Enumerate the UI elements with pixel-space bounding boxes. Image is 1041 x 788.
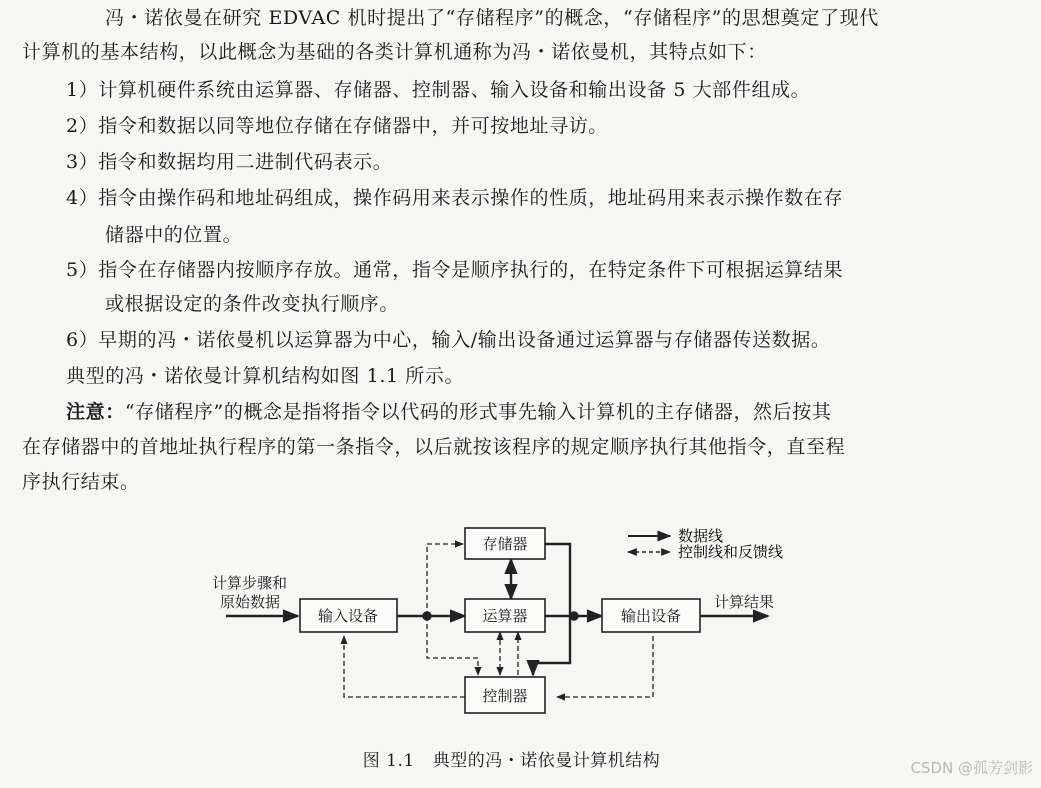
- input-side-label-1: 计算步骤和: [212, 574, 288, 592]
- feature-item-4-line-1: 4）指令由操作码和地址码组成，操作码用来表示操作的性质，地址码用来表示操作数在存: [66, 187, 844, 209]
- figure-title: 典型的冯・诺依曼计算机结构: [432, 751, 661, 771]
- feature-item-2: 2）指令和数据以同等地位存储在存储器中，并可按地址寻访。: [66, 115, 608, 137]
- input-device-label: 输入设备: [317, 607, 379, 625]
- feature-item-6: 6）早期的冯・诺依曼机以运算器为中心，输入/输出设备通过运算器与存储器传送数据。: [66, 329, 831, 351]
- feature-item-5-line-1: 5）指令在存储器内按顺序存放。通常，指令是顺序执行的，在特定条件下可根据运算结果: [66, 259, 844, 281]
- input-side-label-2: 原始数据: [220, 593, 281, 611]
- typical-structure-text: 典型的冯・诺依曼计算机结构如图 1.1 所示。: [66, 365, 465, 387]
- output-device-label: 输出设备: [620, 607, 682, 625]
- controller-label: 控制器: [482, 687, 528, 705]
- feature-item-1: 1）计算机硬件系统由运算器、存储器、控制器、输入设备和输出设备 5 大部件组成。: [66, 79, 811, 101]
- feature-item-4-line-2: 储器中的位置。: [105, 224, 243, 246]
- note-label: 注意：: [66, 401, 125, 423]
- note-line-3: 序执行结束。: [22, 471, 140, 493]
- alu-label: 运算器: [482, 607, 528, 625]
- figure-number: 图 1.1: [362, 751, 415, 771]
- feature-item-5-line-2: 或根据设定的条件改变执行顺序。: [105, 293, 400, 315]
- csdn-watermark: CSDN @孤芳剑影: [910, 759, 1033, 777]
- note-text-1: “存储程序”的概念是指将指令以代码的形式事先输入计算机的主存储器，然后按其: [124, 401, 832, 423]
- legend-control-label: 控制线和反馈线: [678, 543, 784, 561]
- von-neumann-diagram: [210, 515, 810, 725]
- output-side-label: 计算结果: [714, 593, 775, 611]
- memory-label: 存储器: [482, 535, 528, 553]
- note-line-1: [66, 398, 831, 426]
- intro-line-2: 计算机的基本结构，以此概念为基础的各类计算机通称为冯・诺依曼机，其特点如下：: [22, 41, 767, 63]
- intro-line-1: 冯・诺依曼在研究 EDVAC 机时提出了“存储程序”的概念，“存储程序”的思想奠定了现代: [105, 7, 879, 29]
- figure-caption: [0, 746, 1041, 771]
- feature-item-3: 3）指令和数据均用二进制代码表示。: [66, 151, 393, 173]
- note-line-2: 在存储器中的首地址执行程序的第一条指令，以后就按该程序的规定顺序执行其他指令，直至程: [22, 436, 846, 458]
- legend-data-label: 数据线: [678, 527, 724, 545]
- legend: [628, 527, 783, 561]
